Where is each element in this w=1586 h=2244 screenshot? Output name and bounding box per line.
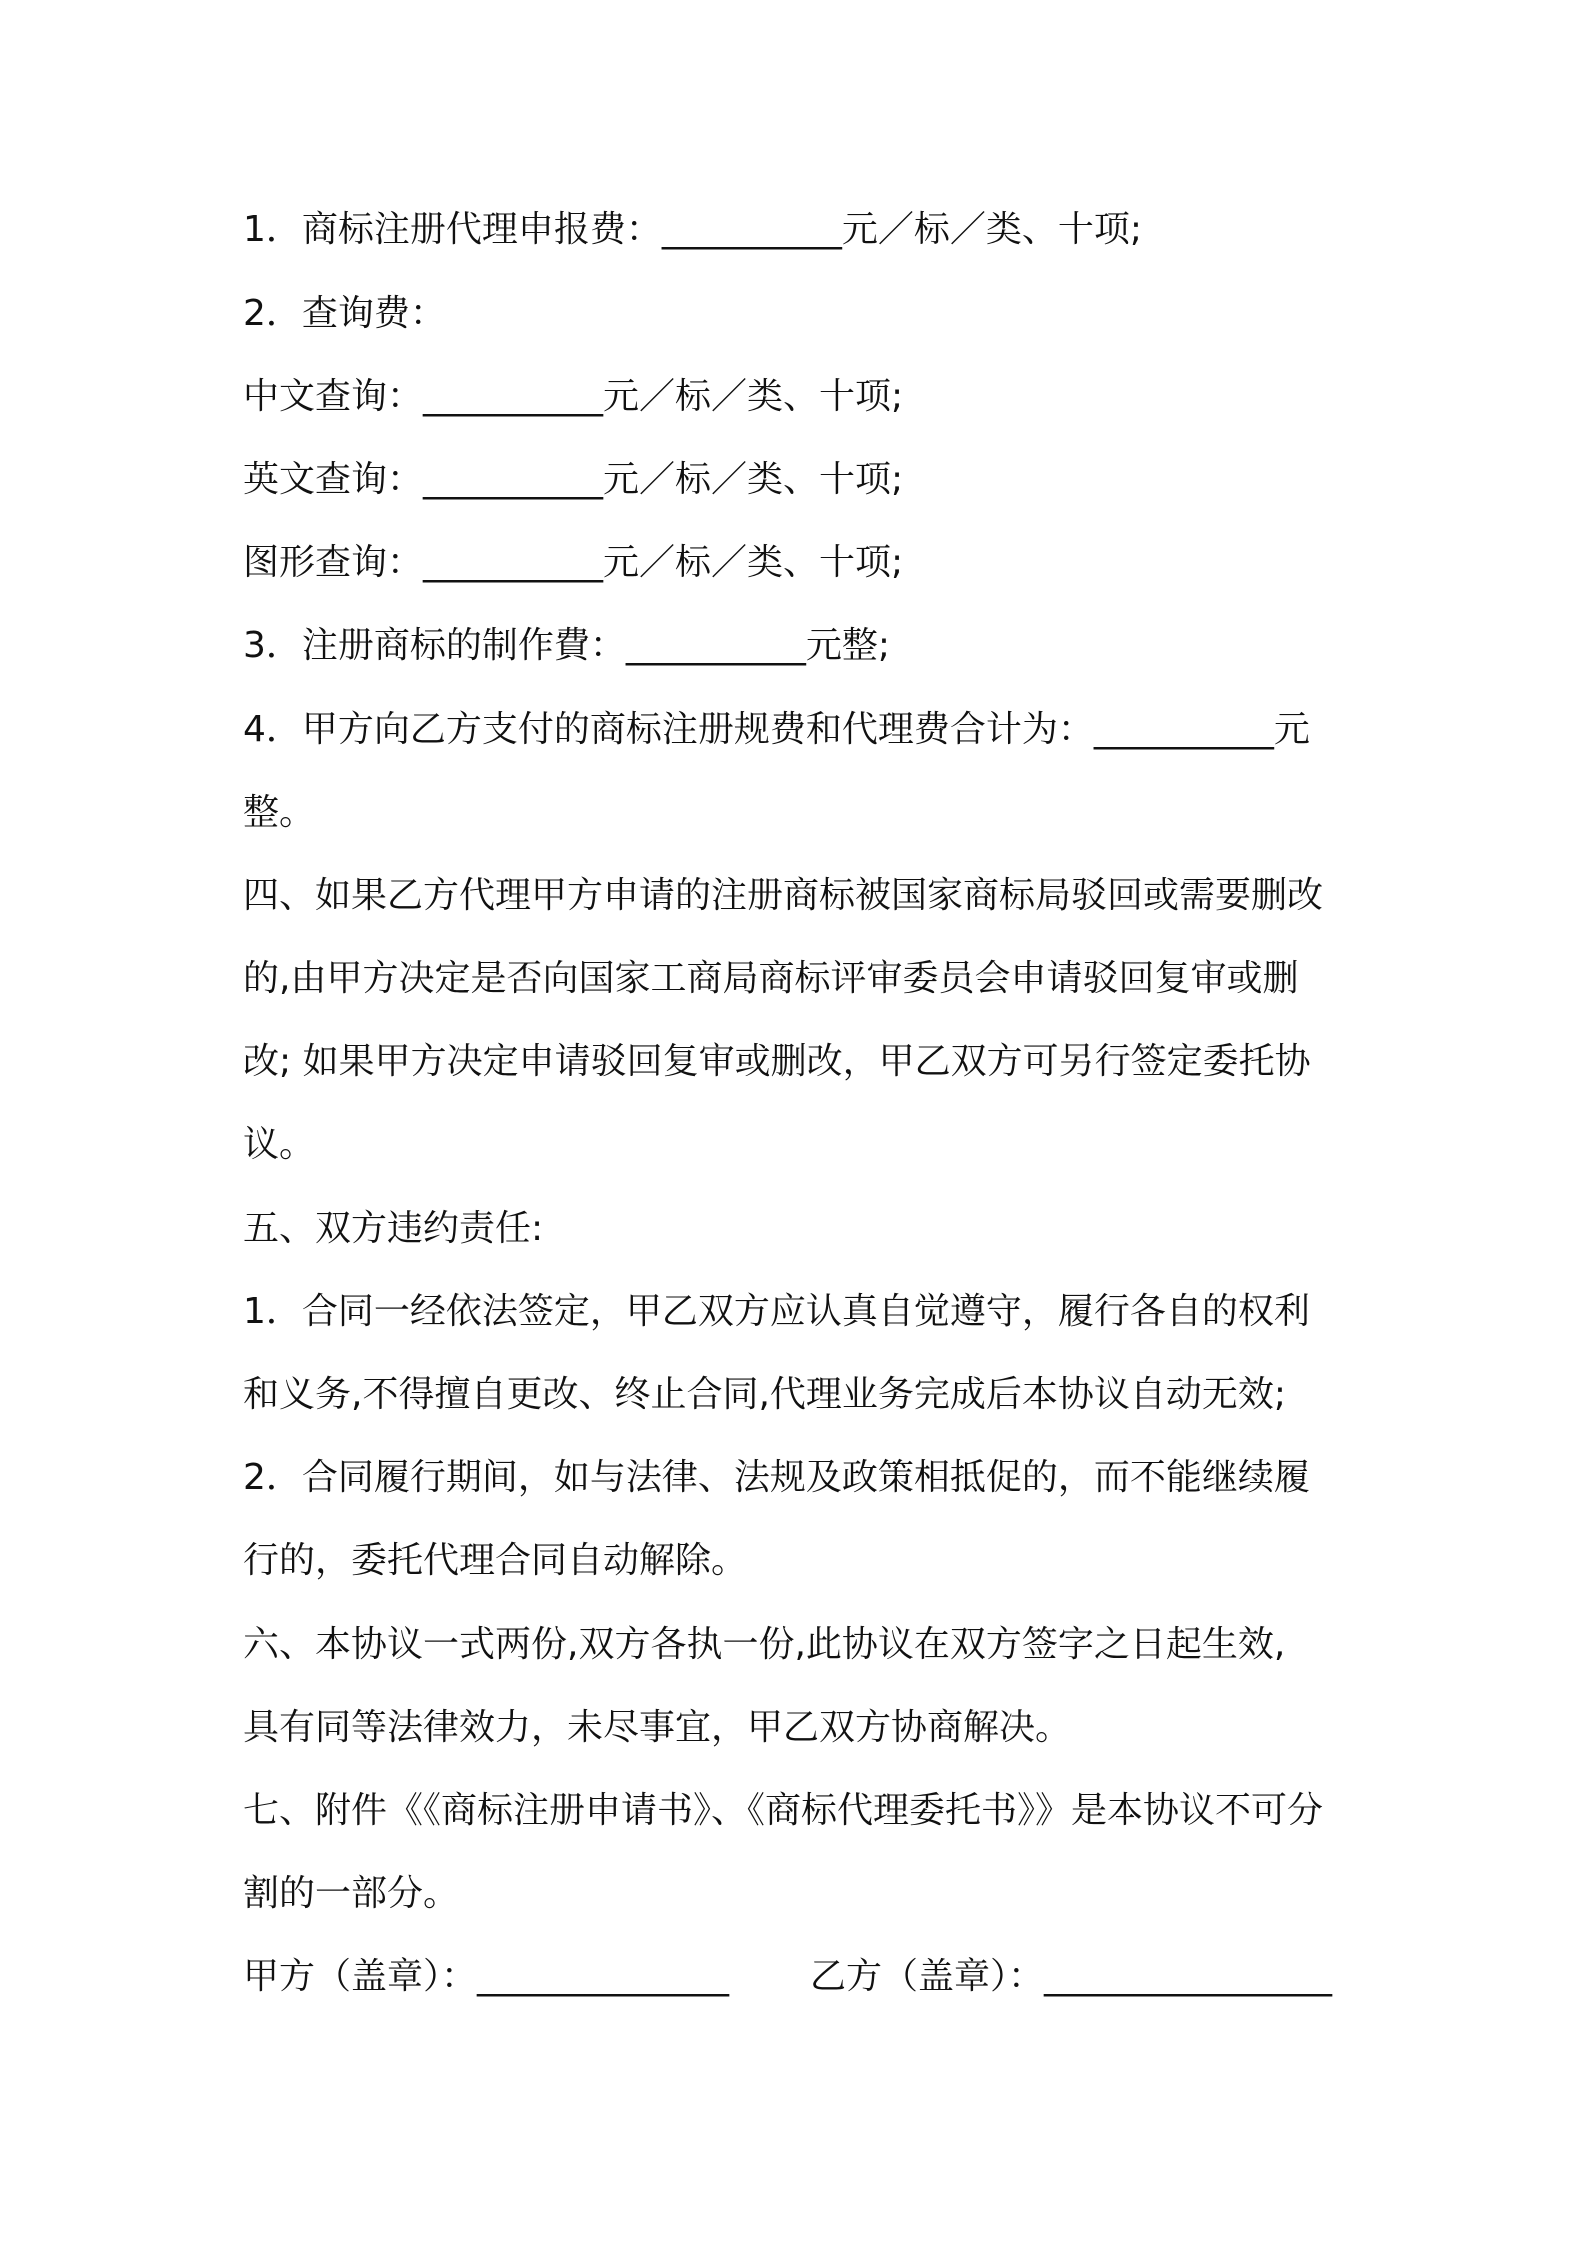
clause-4-line-4: 议。	[243, 1124, 316, 1165]
clause-6-line-2: 具有同等法律效力，未尽事宜，甲乙双方协商解决。	[243, 1707, 1072, 1748]
clause-5-item-2-line-2: 行的，委托代理合同自动解除。	[243, 1540, 748, 1581]
clause-4-line-3: 改; 如果甲方决定申请驳回复审或删改，甲乙双方可另行签定委托协	[243, 1041, 1311, 1082]
fee-item-2: 2．查询费：	[243, 293, 446, 334]
fee-item-3: 3．注册商标的制作費：__________元整;	[243, 625, 891, 666]
clause-7-line-2: 割的一部分。	[243, 1873, 460, 1914]
fee-item-4: 4．甲方向乙方支付的商标注册规费和代理费合计为：__________元	[243, 709, 1310, 750]
clause-4-line-2: 的,由甲方决定是否向国家工商局商标评审委员会申请驳回复审或删	[243, 958, 1299, 999]
clause-5-item-1-line-2: 和义务,不得擅自更改、终止合同,代理业务完成后本协议自动无效;	[243, 1374, 1287, 1415]
party-a-signature: 甲方（盖章）：______________	[243, 1956, 730, 1997]
clause-4-line-1: 四、如果乙方代理甲方申请的注册商标被国家商标局驳回或需要删改	[243, 875, 1324, 916]
fee-item-4-cont: 整。	[243, 792, 316, 833]
party-b-signature: 乙方（盖章）：________________	[810, 1956, 1333, 1997]
clause-5-heading: 五、双方违约责任:	[243, 1208, 544, 1249]
fee-graphic-query: 图形查询：__________元／标／类、十项;	[243, 542, 904, 583]
clause-5-item-1-line-1: 1．合同一经依法签定，甲乙双方应认真自觉遵守，履行各自的权利	[243, 1291, 1310, 1332]
clause-6-line-1: 六、本协议一式两份,双方各执一份,此协议在双方签字之日起生效,	[243, 1624, 1286, 1665]
clause-7-line-1: 七、附件《《商标注册申请书》、《商标代理委托书》》是本协议不可分	[243, 1790, 1324, 1831]
fee-english-query: 英文查询：__________元／标／类、十项;	[243, 459, 904, 500]
clause-5-item-2-line-1: 2．合同履行期间，如与法律、法规及政策相抵促的，而不能继续履	[243, 1457, 1310, 1498]
fee-chinese-query: 中文查询：__________元／标／类、十项;	[243, 376, 904, 417]
fee-item-1: 1．商标注册代理申报费：__________元／标／类、十项;	[243, 209, 1143, 250]
